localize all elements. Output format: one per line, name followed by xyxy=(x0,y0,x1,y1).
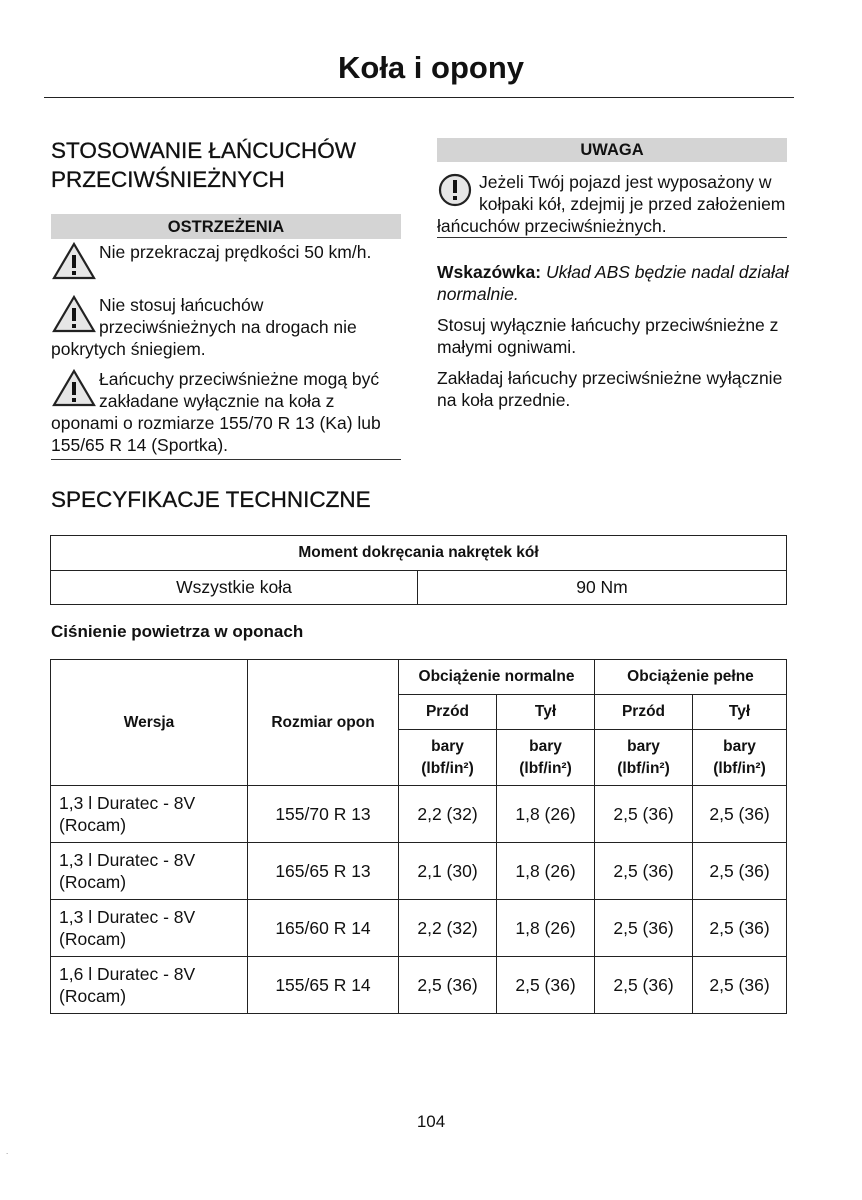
warning-triangle-icon xyxy=(51,368,97,412)
chain-link-note xyxy=(437,314,793,358)
section-divider xyxy=(51,459,401,460)
cell-normal-front: 2,5 (36) xyxy=(399,957,497,1014)
cell-normal-front: 2,2 (32) xyxy=(399,900,497,957)
warning-text: Łańcuchy przeciwśnieżne mogą być zakładane wyłącznie na koła z oponami o rozmiarze 155/70 R 13 (Ka) lub 155/65 R 14 (Sportka). xyxy=(51,369,381,455)
note-label: Wskazówka: xyxy=(437,262,542,282)
unit-line2: (lbf/in²) xyxy=(617,759,670,777)
unit-cell xyxy=(399,730,497,786)
unit-line2: (lbf/in²) xyxy=(421,759,474,777)
unit-line2: (lbf/in²) xyxy=(519,759,572,777)
cell-normal-rear: 2,5 (36) xyxy=(497,957,595,1014)
cell-full-front: 2,5 (36) xyxy=(595,900,693,957)
cell-full-front: 2,5 (36) xyxy=(595,843,693,900)
specs-heading: SPECYFIKACJE TECHNICZNE xyxy=(51,487,371,512)
cell-normal-rear: 1,8 (26) xyxy=(497,786,595,843)
cell-normal-rear: 1,8 (26) xyxy=(497,843,595,900)
cell-full-front: 2,5 (36) xyxy=(595,786,693,843)
cell-size: 165/65 R 13 xyxy=(248,843,399,900)
note-text: Układ ABS będzie nadal działał normalnie. xyxy=(437,262,789,304)
warning-item xyxy=(51,241,403,285)
front-wheels-note xyxy=(437,367,793,411)
warning-text: Nie stosuj łańcuchów przeciwśnieżnych na drogach nie pokrytych śniegiem. xyxy=(51,295,357,359)
group-normal: Obciążenie normalne xyxy=(399,660,595,695)
col-normal-rear: Tył xyxy=(497,695,595,730)
cell-size: 165/60 R 14 xyxy=(248,900,399,957)
warning-triangle-icon xyxy=(51,294,97,338)
table-row xyxy=(51,786,787,843)
warning-triangle-icon xyxy=(51,241,97,285)
chains-heading-line1: STOSOWANIE ŁAŃCUCHÓW xyxy=(51,138,357,163)
col-size: Rozmiar opon xyxy=(248,660,399,786)
corner-mark: . xyxy=(6,1147,9,1156)
unit-cell xyxy=(497,730,595,786)
caution-item xyxy=(437,171,793,237)
abs-note xyxy=(437,261,793,305)
col-normal-front: Przód xyxy=(399,695,497,730)
cell-full-rear: 2,5 (36) xyxy=(693,900,787,957)
warnings-label: OSTRZEŻENIA xyxy=(51,214,401,239)
unit-line2: (lbf/in²) xyxy=(713,759,766,777)
cell-version: 1,3 l Duratec - 8V (Rocam) xyxy=(51,843,248,900)
table-row xyxy=(51,843,787,900)
page-number: 104 xyxy=(416,1112,446,1131)
warning-text: Nie przekraczaj prędkości 50 km/h. xyxy=(99,242,372,262)
col-full-rear: Tył xyxy=(693,695,787,730)
cell-version: 1,3 l Duratec - 8V (Rocam) xyxy=(51,900,248,957)
torque-table-header: Moment dokręcania nakrętek kół xyxy=(51,536,787,571)
pressure-title: Ciśnienie powietrza w oponach xyxy=(51,622,304,641)
caution-divider xyxy=(437,237,787,238)
unit-line1: bary xyxy=(529,737,562,755)
exclamation-circle-icon xyxy=(437,171,477,215)
table-row xyxy=(51,900,787,957)
warning-item xyxy=(51,368,403,456)
cell-full-rear: 2,5 (36) xyxy=(693,843,787,900)
table-row xyxy=(51,571,787,605)
cell-version: 1,6 l Duratec - 8V (Rocam) xyxy=(51,957,248,1014)
table-row xyxy=(51,957,787,1014)
paragraph-small-links: Stosuj wyłącznie łańcuchy przeciwśnieżne z małymi ogniwami. xyxy=(437,315,779,357)
torque-row-value: 90 Nm xyxy=(418,571,787,605)
cell-full-front: 2,5 (36) xyxy=(595,957,693,1014)
pressure-table xyxy=(50,659,787,1014)
cell-size: 155/70 R 13 xyxy=(248,786,399,843)
cell-normal-front: 2,1 (30) xyxy=(399,843,497,900)
cell-normal-front: 2,2 (32) xyxy=(399,786,497,843)
cell-normal-rear: 1,8 (26) xyxy=(497,900,595,957)
unit-cell xyxy=(595,730,693,786)
caution-label: UWAGA xyxy=(437,138,787,162)
col-full-front: Przód xyxy=(595,695,693,730)
unit-cell xyxy=(693,730,787,786)
chains-heading-line2: PRZECIWŚNIEŻNYCH xyxy=(51,167,285,192)
page-title: Koła i opony xyxy=(338,50,524,85)
cell-full-rear: 2,5 (36) xyxy=(693,786,787,843)
col-version: Wersja xyxy=(51,660,248,786)
caution-text: Jeżeli Twój pojazd jest wyposażony w kołpaki kół, zdejmij je przed założeniem łańcuchów przeciwśnieżnych. xyxy=(437,172,786,236)
unit-line1: bary xyxy=(723,737,756,755)
cell-full-rear: 2,5 (36) xyxy=(693,957,787,1014)
chains-heading xyxy=(51,136,356,194)
unit-line1: bary xyxy=(431,737,464,755)
torque-table xyxy=(50,535,787,605)
title-divider xyxy=(44,97,794,98)
unit-line1: bary xyxy=(627,737,660,755)
cell-size: 155/65 R 14 xyxy=(248,957,399,1014)
paragraph-front-wheels: Zakładaj łańcuchy przeciwśnieżne wyłącznie na koła przednie. xyxy=(437,368,783,410)
cell-version: 1,3 l Duratec - 8V (Rocam) xyxy=(51,786,248,843)
torque-row-label: Wszystkie koła xyxy=(51,571,418,605)
group-full: Obciążenie pełne xyxy=(595,660,787,695)
warning-item xyxy=(51,294,403,360)
